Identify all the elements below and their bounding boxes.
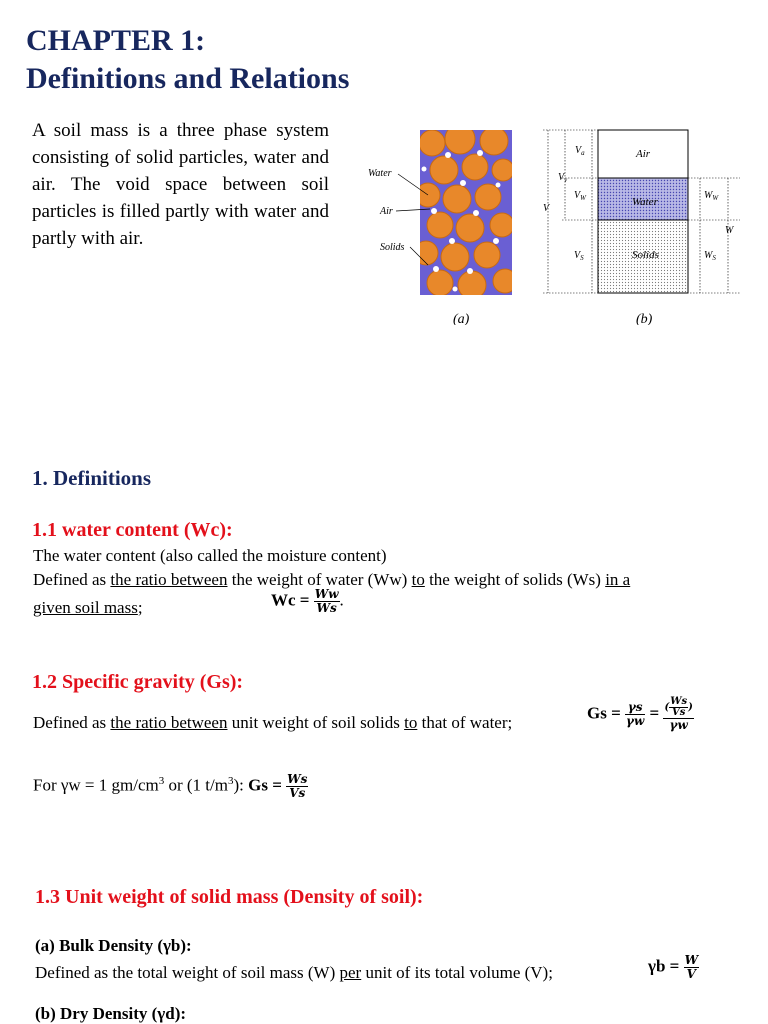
label-air: Air — [380, 206, 393, 217]
figure-b — [540, 125, 745, 325]
label-ww: $W_W$ — [704, 190, 719, 202]
label-water: Water — [368, 168, 392, 179]
fraction-ws-vs: $\frac{Ws}{Vs}$ — [287, 772, 308, 801]
water-content-formula: Wc = $\frac{Ww}{Ws}$ . — [271, 587, 344, 615]
fraction-gs-gw: $\frac{\gamma s}{\gamma w}$ — [626, 700, 645, 728]
heading-bulk-density: (a) Bulk Density (γb): — [35, 936, 192, 955]
specific-gravity-formula: Gs = $\frac{\gamma s}{\gamma w}$ = ( $\frac{Ws}{Vs}$ ) γw — [587, 696, 693, 732]
water-content-line3: given soil mass; — [33, 598, 143, 617]
label-va: $V_a$ — [575, 145, 585, 157]
fraction-w-v: $\frac{W}{V}$ — [684, 953, 699, 981]
chapter-title: Definitions and Relations — [26, 62, 350, 95]
fraction-ww-ws: $\frac{Ww}{Ws}$ — [314, 587, 339, 615]
label-vs: $V_S$ — [574, 250, 584, 262]
fraction-ws-vs-over-gw: ( $\frac{Ws}{Vs}$ ) γw — [664, 696, 693, 732]
label-vv: $V_v$ — [558, 172, 568, 184]
label-ws: $W_S$ — [704, 250, 716, 262]
bulk-density-text: Defined as the total weight of soil mass (W) per unit of its total volume (V); — [35, 963, 553, 982]
heading-dry-density: (b) Dry Density (γd): — [35, 1004, 187, 1023]
heading-water-content: 1.1 water content (Wc): — [32, 519, 233, 541]
soil-particles-image — [360, 125, 530, 325]
section-heading-definitions: 1. Definitions — [32, 466, 152, 490]
phase-air: Air — [636, 148, 651, 160]
figure-a — [360, 125, 530, 325]
bulk-density-formula: γb = $\frac{W}{V}$ — [648, 953, 699, 981]
label-w: W — [725, 225, 734, 236]
caption-a: (a) — [453, 312, 470, 325]
water-content-line2: Defined as the ratio between the weight of water (Ww) to the weight of solids (Ws) in a — [33, 570, 631, 589]
label-solids: Solids — [380, 242, 405, 253]
phase-solids: Solids — [632, 249, 659, 261]
specific-gravity-line1: Defined as the ratio between unit weight of soil solids to that of water; — [33, 713, 513, 732]
label-vw: $V_W$ — [574, 190, 586, 202]
label-v: V — [543, 203, 550, 214]
chapter-number: CHAPTER 1: — [26, 24, 206, 57]
specific-gravity-line2: For γw = 1 $gm/cm^3$ or (1 $t/m^3$): Gs = $\frac{Ws}{Vs}$ — [33, 772, 308, 801]
phase-water: Water — [632, 196, 658, 208]
intro-paragraph: A soil mass is a three phase system consisting of solid particles, water and air. The void space between soil particles is filled partly with water and partly with air. — [32, 120, 329, 249]
water-content-line1: The water content (also called the moisture content) — [33, 546, 387, 565]
heading-specific-gravity: 1.2 Specific gravity (Gs): — [32, 671, 244, 693]
caption-b: (b) — [636, 312, 653, 325]
heading-unit-weight: 1.3 Unit weight of solid mass (Density of soil): — [35, 886, 424, 908]
